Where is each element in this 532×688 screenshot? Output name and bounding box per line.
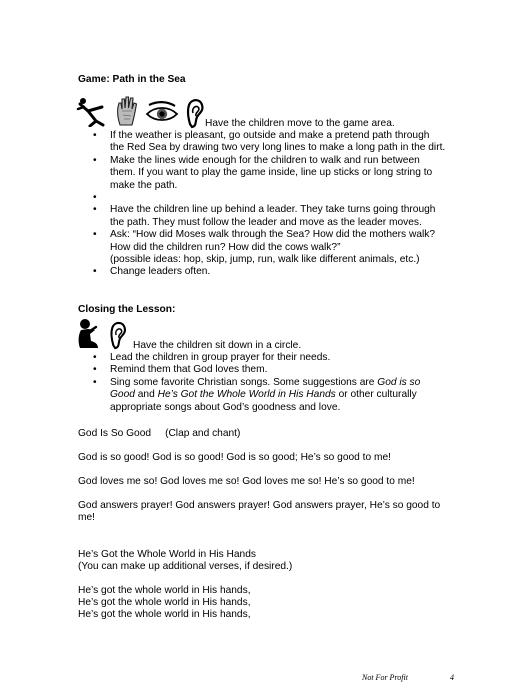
song-line: God answers prayer! God answers prayer! God answers prayer, He’s so good to <box>78 500 441 511</box>
eye-icon <box>145 101 179 123</box>
list-item: • Ask: “How did Moses walk through the Sea? How did the mothers walk? How did the children run? How did the cows walk?” (possible ideas: hop, skip, jump, run, walk like different animals, etc.) <box>93 229 445 266</box>
song-line: me! <box>78 512 95 523</box>
closing-bullet-list <box>93 352 420 414</box>
game-intro: Have the children move to the game area. <box>205 118 395 129</box>
song-line: God is so good! God is so good! God is so good; He’s so good to me! <box>78 452 391 463</box>
ear-icon <box>108 320 128 350</box>
footer-label: Not For Profit <box>362 673 408 682</box>
song-line: He’s got the whole world in His hands, <box>78 585 251 596</box>
closing-heading: Closing the Lesson: <box>78 304 176 315</box>
game-bullet-list <box>93 130 445 279</box>
list-item: • Sing some favorite Christian songs. Some suggestions are God is so Good and He’s Got the Whole World in His Hands or other culturally appropriate songs about God’s goodness and love. <box>93 377 420 414</box>
hand-icon <box>115 95 139 127</box>
list-item: • Remind them that God loves them. <box>93 364 420 376</box>
song-title: God Is So Good <box>78 428 152 439</box>
song-note: (You can make up additional verses, if desired.) <box>78 561 293 572</box>
list-item: • Lead the children in group prayer for their needs. <box>93 352 420 364</box>
spacer <box>93 192 445 204</box>
page-number: 4 <box>450 673 454 682</box>
song-title-line <box>78 428 240 440</box>
exercise-figure-icon <box>76 97 106 127</box>
song-line: God loves me so! God loves me so! God loves me so! He’s so good to me! <box>78 476 415 487</box>
list-item: • Make the lines wide enough for the children to walk and run between them. If you want to play the game inside, line up sticks or long string to make the path. <box>93 155 445 192</box>
closing-intro: Have the children sit down in a circle. <box>133 340 302 351</box>
list-item: • If the weather is pleasant, go outside and make a pretend path through the Red Sea by drawing two very long lines to make a long path in the dirt. <box>93 130 445 155</box>
song-line: He’s got the whole world in His hands, <box>78 597 251 608</box>
list-item: • Have the children line up behind a leader. They take turns going through the path. They must follow the leader and move as the leader moves. <box>93 204 445 229</box>
game-heading: Game: Path in the Sea <box>78 74 186 85</box>
list-item: • Change leaders often. <box>93 266 445 278</box>
ear-icon <box>185 97 205 129</box>
song-title: He’s Got the Whole World in His Hands <box>78 549 256 560</box>
praying-child-icon <box>76 318 102 350</box>
song-note: (Clap and chant) <box>165 428 241 439</box>
song-line: He’s got the whole world in His hands, <box>78 609 251 620</box>
